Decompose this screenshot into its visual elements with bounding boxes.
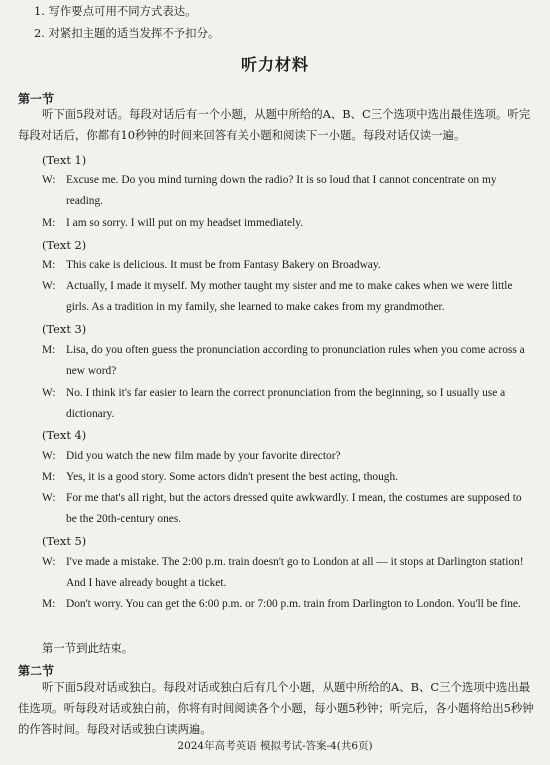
speaker: M: <box>42 259 56 271</box>
utterance: Actually, I made it myself. My mother taught my sister and me to make cakes when we were little girls. As a tradition in my family, she learned to make cakes from my grandmother. <box>66 280 513 313</box>
section-2-heading: 第二节 <box>18 664 55 678</box>
dialogue-line <box>42 170 534 212</box>
text-4-label: (Text 4) <box>42 428 87 442</box>
utterance: I am so sorry. I will put on my headset immediately. <box>66 217 304 229</box>
page-title: 听力材料 <box>240 55 309 74</box>
utterance: This cake is delicious. It must be from Fantasy Bakery on Broadway. <box>66 259 381 271</box>
speaker: W: <box>42 450 56 462</box>
page-footer: 2024年高考英语 模拟考试-答案-4(共6页) <box>177 740 373 752</box>
section-1-instructions: 听下面5段对话。每段对话后有一个小题，从题中所给的A、B、C三个选项中选出最佳选项。听完每段对话后，你都有10秒钟的时间来回答有关小题和阅读下一小题。每段对话仅读一遍。 <box>18 107 531 142</box>
utterance: Did you watch the new film made by your favorite director? <box>66 450 341 462</box>
dialogue-line <box>42 276 534 318</box>
text-3-label: (Text 3) <box>42 322 87 336</box>
dialogue-line <box>42 213 534 234</box>
speaker: M: <box>42 217 56 229</box>
dialogue-line <box>42 467 534 488</box>
section-1-heading: 第一节 <box>18 92 55 106</box>
dialogue-line <box>42 446 534 467</box>
dialogue-line <box>42 383 534 425</box>
utterance: No. I think it's far easier to learn the correct pronunciation from the beginning, so I usually use a dictionary. <box>66 387 506 420</box>
utterance: I've made a mistake. The 2:00 p.m. train doesn't go to London at all — it stops at Darlington station! And I have already bought a ticket. <box>66 556 524 589</box>
speaker: M: <box>42 344 56 356</box>
speaker: W: <box>42 387 56 399</box>
utterance: Lisa, do you often guess the pronunciation according to pronunciation rules when you come across a new word? <box>66 344 525 377</box>
dialogue-line <box>42 255 534 276</box>
utterance: Excuse me. Do you mind turning down the radio? It is so loud that I cannot concentrate on my reading. <box>66 174 497 207</box>
speaker: M: <box>42 471 56 483</box>
utterance: Yes, it is a good story. Some actors didn't present the best acting, though. <box>66 471 399 483</box>
section-2-instructions: 听下面5段对话或独白。每段对话或独白后有几个小题，从题中所给的A、B、C三个选项中选出最佳选项。听每段对话或独白前，你将有时间阅读各个小题，每小题5秒钟；听完后，各小题将给出5秒钟的作答时间。每段对话或独白读两遍。 <box>18 680 534 736</box>
speaker: W: <box>42 280 56 292</box>
writing-note-1: 1. 写作要点可用不同方式表达。 <box>34 4 197 18</box>
speaker: W: <box>42 492 56 504</box>
speaker: W: <box>42 556 56 568</box>
section-1-end: 第一节到此结束。 <box>42 641 134 655</box>
dialogue-line <box>42 488 534 530</box>
speaker: W: <box>42 174 56 186</box>
text-5-label: (Text 5) <box>42 534 87 548</box>
speaker: M: <box>42 598 56 610</box>
dialogue-line <box>42 340 534 382</box>
text-2-label: (Text 2) <box>42 238 87 252</box>
utterance: For me that's all right, but the actors dressed quite awkwardly. I mean, the costumes are supposed to be the 20th-century ones. <box>66 492 522 525</box>
dialogue-line <box>42 594 534 615</box>
writing-note-2: 2. 对紧扣主题的适当发挥不予扣分。 <box>34 26 220 40</box>
utterance: Don't worry. You can get the 6:00 p.m. or 7:00 p.m. train from Darlington to London. You'll be fine. <box>66 598 521 610</box>
text-1-label: (Text 1) <box>42 153 87 167</box>
dialogue-line <box>42 552 534 594</box>
